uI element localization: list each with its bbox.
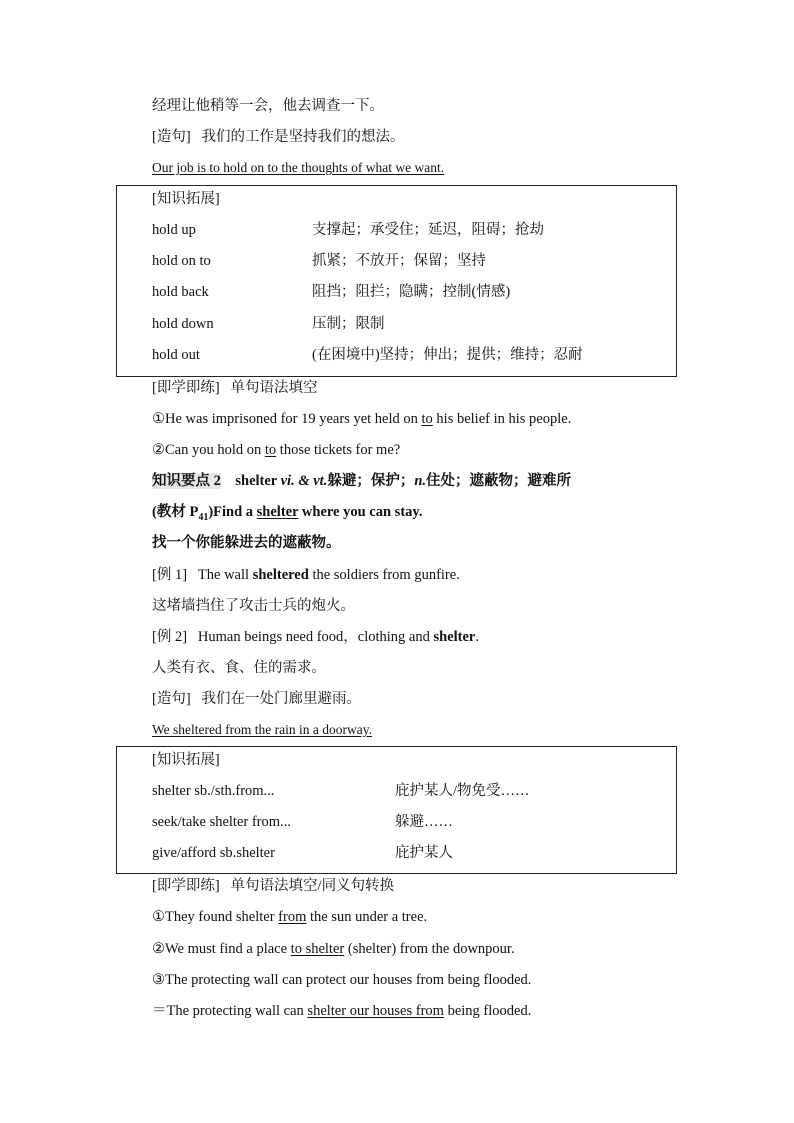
zaoju-tag: [造句] bbox=[152, 691, 191, 707]
practice-tag: [即学即练] bbox=[152, 380, 220, 396]
example-text: . bbox=[475, 629, 479, 645]
phrase-en: hold up bbox=[152, 222, 196, 238]
practice-question bbox=[152, 907, 427, 927]
example-text: The wall bbox=[197, 567, 253, 583]
zaoju-answer: We sheltered from the rain in a doorway. bbox=[152, 722, 372, 737]
example-tag: [例 1] bbox=[152, 567, 188, 583]
question-text: those tickets for me? bbox=[276, 442, 401, 458]
practice-question bbox=[152, 440, 400, 460]
phrase-zh: 躲避…… bbox=[395, 814, 453, 830]
point-pos: n. bbox=[414, 473, 427, 489]
question-text: his belief in his people. bbox=[432, 411, 572, 427]
box-header: [知识拓展] bbox=[152, 752, 220, 768]
phrase-en: hold down bbox=[152, 316, 214, 332]
example-keyword: sheltered bbox=[252, 567, 309, 583]
source-text: where you can stay. bbox=[298, 504, 423, 520]
question-text: the sun under a tree. bbox=[306, 909, 428, 925]
sentence-translation: 经理让他稍等一会，他去调查一下。 bbox=[152, 98, 384, 114]
textbook-sentence bbox=[152, 502, 422, 528]
phrase-zh: 抓紧；不放开；保留；坚持 bbox=[312, 253, 486, 269]
box-header: [知识拓展] bbox=[152, 191, 220, 207]
zaoju-line bbox=[152, 127, 405, 147]
zaoju-line bbox=[152, 689, 361, 709]
practice-title: 单句语法填空 bbox=[230, 380, 318, 396]
zaoju-tag: [造句] bbox=[152, 129, 191, 145]
textbook-translation: 找一个你能躲进去的遮蔽物。 bbox=[152, 535, 341, 551]
point-meaning: 躲避；保护 bbox=[327, 473, 400, 489]
example-keyword: shelter bbox=[433, 629, 476, 645]
example-1-translation: 这堵墙挡住了攻击士兵的炮火。 bbox=[152, 598, 355, 614]
answer-blank: to bbox=[264, 442, 277, 458]
phrase-zh: 庇护某人/物免受…… bbox=[395, 783, 530, 799]
source-page: 41 bbox=[198, 511, 209, 523]
question-text: being flooded. bbox=[443, 1003, 532, 1019]
practice-title: 单句语法填空/同义句转换 bbox=[230, 878, 395, 894]
practice-question: ③The protecting wall can protect our houses from being flooded. bbox=[152, 972, 532, 988]
phrase-en: give/afford sb.shelter bbox=[152, 845, 275, 861]
phrase-zh: (在困境中)坚持；伸出；提供；维持；忍耐 bbox=[312, 347, 583, 363]
practice-tag: [即学即练] bbox=[152, 878, 220, 894]
phrase-zh: 阻挡；阻拦；隐瞒；控制(情感) bbox=[312, 284, 511, 300]
zaoju-answer: Our job is to hold on to the thoughts of what we want. bbox=[152, 160, 445, 175]
knowledge-box-hold bbox=[116, 185, 677, 377]
answer-blank: from bbox=[278, 909, 307, 925]
example-text: Human beings need food，clothing and bbox=[197, 629, 434, 645]
source-text: )Find a bbox=[208, 504, 257, 520]
phrase-zh: 压制；限制 bbox=[312, 316, 385, 332]
question-text: ＝The protecting wall can bbox=[152, 1003, 308, 1019]
zaoju-text: 我们在一处门廊里避雨。 bbox=[201, 691, 362, 707]
practice-question bbox=[152, 1001, 531, 1021]
source-ref: (教材 P bbox=[152, 504, 199, 520]
example-tag: [例 2] bbox=[152, 629, 188, 645]
practice-header bbox=[152, 378, 318, 398]
phrase-en: hold back bbox=[152, 284, 209, 300]
question-text: (shelter) from the downpour. bbox=[344, 941, 515, 957]
question-text: ②Can you hold on bbox=[152, 442, 265, 458]
phrase-en: shelter sb./sth.from... bbox=[152, 783, 275, 799]
practice-question bbox=[152, 939, 515, 959]
question-text: ①They found shelter bbox=[152, 909, 279, 925]
point-label: 知识要点 2 bbox=[152, 473, 221, 489]
question-text: ①He was imprisoned for 19 years yet held on bbox=[152, 411, 422, 427]
phrase-en: seek/take shelter from... bbox=[152, 814, 291, 830]
phrase-zh: 庇护某人 bbox=[395, 845, 453, 861]
answer-blank: to bbox=[421, 411, 433, 427]
example-text: the soldiers from gunfire. bbox=[308, 567, 460, 583]
question-text: ②We must find a place bbox=[152, 941, 291, 957]
phrase-en: hold on to bbox=[152, 253, 211, 269]
point-pos: vi. & vt. bbox=[280, 473, 328, 489]
source-keyword: shelter bbox=[256, 504, 299, 520]
example-2-translation: 人类有衣、食、住的需求。 bbox=[152, 660, 326, 676]
answer-blank: shelter our houses from bbox=[307, 1003, 444, 1019]
example-2 bbox=[152, 627, 479, 647]
phrase-zh: 支撑起；承受住；延迟，阻碍；抢劫 bbox=[312, 222, 544, 238]
practice-header bbox=[152, 876, 394, 896]
practice-question bbox=[152, 409, 571, 429]
example-1 bbox=[152, 565, 460, 585]
phrase-en: hold out bbox=[152, 347, 200, 363]
knowledge-box-shelter bbox=[116, 746, 677, 874]
point-meaning: 住处；遮蔽物；避难所 bbox=[426, 473, 572, 489]
knowledge-point-heading: 知识要点 2 shelter vi. & vt.躲避；保护；n.住处；遮蔽物；避难所 bbox=[152, 473, 572, 489]
zaoju-text: 我们的工作是坚持我们的想法。 bbox=[201, 129, 405, 145]
point-word: shelter bbox=[235, 473, 277, 489]
answer-blank: to shelter bbox=[290, 941, 345, 957]
